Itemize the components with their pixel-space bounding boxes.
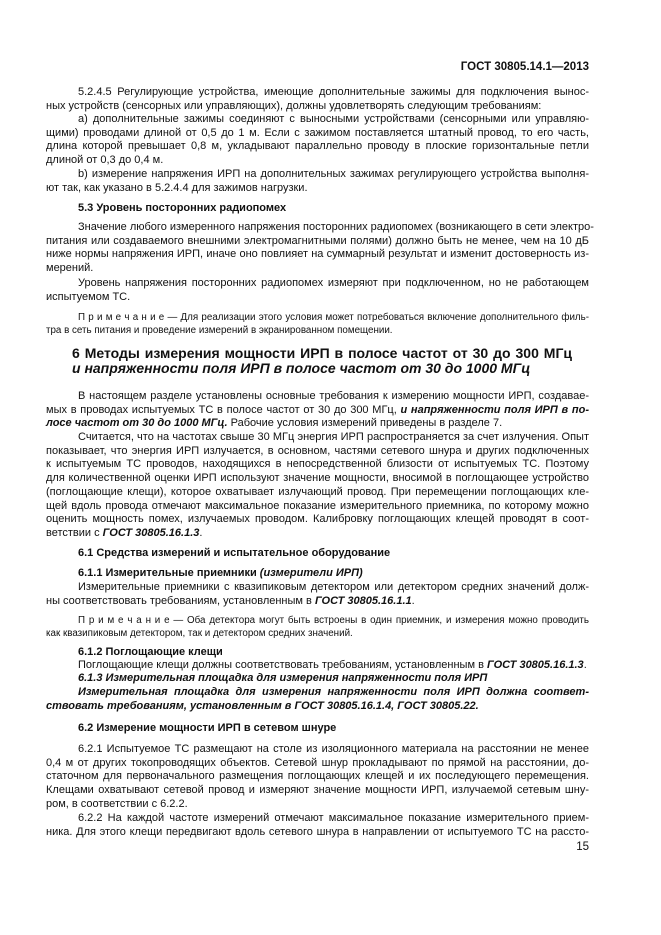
text-line: Уровень напряжения посторонних радиопомех измеряют при подключенном, но не работающем: [78, 277, 589, 289]
section-heading-6-1-2: [46, 646, 589, 660]
text-line: питания или создаваемого внешними электромагнитными полями) должно быть не менее, чем на 10 дБ: [46, 234, 589, 247]
text-line: 6.2 Измерение мощности ИРП в сетевом шнуре: [78, 722, 337, 734]
text-segment: мых в проводах испытуемых ТС в полосе частот от 30 до 300 МГц,: [46, 403, 401, 416]
text-line: Значение любого измеренного напряжения посторонних радиопомех (возникающего в сети электро-: [78, 221, 594, 233]
text-segment: ГОСТ 30805.16.1.3: [102, 526, 200, 539]
text-line: длиной от 0,3 до 0,4 м.: [46, 154, 164, 167]
text-line: тра в сеть питания и проведение измерений в экранированном помещении.: [46, 325, 393, 336]
text-line: Считается, что на частотах свыше 30 МГц энергия ИРП распространяется за счет излучения. Опыт: [78, 431, 589, 443]
section-heading-6-1-1: [46, 567, 589, 581]
text-line: b) измерение напряжения ИРП на дополнительных зажимах регулирующего устройства выполня-: [78, 168, 589, 180]
text-line: [46, 567, 589, 581]
paragraph-6-2-1: [46, 743, 589, 812]
text-segment: .: [411, 594, 415, 607]
section-heading-5-3: [46, 202, 589, 216]
section-heading-6-2: [46, 722, 589, 736]
text-line: к испытуемым ТС проводов, находящихся в непосредственной близости от испытуемых ТС. Поэтому: [46, 458, 589, 471]
text-line: ют так, как указано в 5.2.4.4 для зажимов нагрузки.: [46, 181, 308, 194]
page-number: 15: [576, 841, 589, 853]
text-line: щими) проводами длиной от 0,5 до 1 м. Если с зажимом поставляется штатный провод, то его часть,: [46, 126, 589, 139]
text-line: 6.1 Средства измерений и испытательное оборудование: [78, 547, 391, 559]
text-line: 5.2.4.5 Регулирующие устройства, имеющие дополнительные зажимы для подключения вынос-: [78, 86, 589, 98]
text-line: ниже нормы напряжения ИРП, иначе оно повлияет на суммарный результат и изменит достоверность из-: [46, 248, 589, 261]
section-heading-6-1-3: [46, 672, 589, 686]
text-segment: Поглощающие клещи должны соответствовать требованиям, установленным в: [78, 659, 487, 671]
paragraph: [46, 686, 589, 713]
text-segment: и напряженности поля ИРП в по-: [400, 403, 590, 416]
text-line: оценить мощность помех, излучаемых проводом. Калибровку поглощающих клещей проводят в соот-: [46, 513, 589, 526]
text-line: показывает, что энергия ИРП излучается, в основном, частями сетевого шнура и других подключенных: [46, 444, 589, 457]
paragraph: [46, 581, 589, 608]
text-segment: 6 Методы измерения мощности ИРП в полосе частот от 30 до 300 МГц: [72, 345, 572, 361]
text-segment: и напряженности поля ИРП в полосе частот от 30 до 1000 МГц: [72, 360, 531, 376]
document-header-id: ГОСТ 30805.14.1—2013: [460, 61, 589, 73]
text-line: П р и м е ч а н и е — Оба детектора могут быть встроены в один приемник, и измерения можно проводить: [78, 615, 589, 626]
text-line: длина которой превышает 0,8 м, укладывают параллельно проводу в плоские горизонтальные петли: [46, 140, 589, 153]
list-item-b: [46, 168, 589, 195]
note: [46, 614, 589, 640]
section-heading-6-1: [46, 547, 589, 561]
text-line: (поглощающие клещи), которое охватывает излучающий провод. При перемещении поглощающих кле-: [46, 485, 589, 498]
text-line: для количественной оценки ИРП используют значение мощности, вносимой в поглощающее устройство: [46, 472, 589, 485]
text-segment: 6.1.1 Измерительные приемники: [78, 567, 260, 579]
paragraph: [46, 390, 589, 431]
text-segment: ГОСТ 30805.16.1.1: [314, 594, 412, 607]
text-segment: ветствии с: [46, 526, 103, 539]
text-line: [46, 527, 589, 541]
paragraph: [46, 431, 589, 541]
list-item-a: [46, 113, 589, 168]
text-line: а) дополнительные зажимы соединяют с выносными устройствами (сенсорными или управляю-: [78, 113, 589, 125]
paragraph: [46, 221, 594, 276]
text-segment: .: [583, 659, 587, 671]
text-line: щей вдоль провода отмечают максимальное показание измерительного приемника, по которому можно: [46, 499, 589, 512]
text-line: В настоящем разделе установлены основные требования к измерению мощности ИРП, создавае-: [78, 390, 589, 402]
paragraph-6-2-2: [46, 812, 589, 839]
text-segment: ствовать требованиям, установленным в ГОСТ 30805.16.1.4, ГОСТ 30805.22.: [46, 699, 479, 712]
paragraph: [46, 277, 589, 304]
text-line: 6.1.2 Поглощающие клещи: [78, 646, 223, 658]
text-segment: Измерительная площадка для измерения напряженности поля ИРП должна соответ-: [78, 686, 589, 698]
text-line: мерений.: [46, 262, 94, 275]
text-line: [46, 417, 589, 431]
text-segment: ны соответствовать требованиям, установленным в: [46, 594, 315, 607]
text-line: статочном для первоначального размещения поглощающих клещей и их последующего перемещения.: [46, 770, 589, 783]
text-line: [46, 672, 589, 686]
text-line: [46, 686, 589, 700]
text-line: П р и м е ч а н и е — Для реализации этого условия может потребоваться включение дополнительного филь-: [78, 312, 589, 323]
text-line: [72, 346, 572, 361]
text-segment: (измерители ИРП): [259, 567, 363, 579]
note: [46, 311, 589, 337]
text-line: ных устройств (сенсорных или управляющих), должны удовлетворять следующим требованиям:: [46, 99, 542, 112]
text-line: [72, 361, 572, 376]
text-line: [46, 595, 589, 609]
text-segment: лосе частот от 30 до 1000 МГц.: [46, 417, 228, 430]
text-line: [46, 700, 589, 714]
text-line: 6.2.1 Испытуемое ТС размещают на столе из изоляционного материала на расстоянии не менее: [78, 743, 589, 755]
text-line: [46, 404, 589, 418]
text-segment: ГОСТ 30805.16.1.3: [486, 659, 584, 671]
text-line: Измерительные приемники с квазипиковым детектором или детектором средних значений долж-: [78, 581, 589, 593]
text-segment: 6.1.3 Измерительная площадка для измерения напряженности поля ИРП: [78, 672, 488, 684]
text-line: ром, в соответствии с 6.2.2.: [46, 797, 188, 810]
section-heading-6: [72, 346, 572, 376]
paragraph-5-2-4-5: [46, 86, 589, 113]
text-line: Клещами охватывают сетевой провод и измеряют значение мощности ИРП, излучаемой сетевым шну-: [46, 784, 589, 797]
text-line: 5.3 Уровень посторонних радиопомех: [78, 202, 287, 214]
text-line: как квазипиковым детектором, так и детектором средних значений.: [46, 628, 353, 639]
text-line: [46, 659, 589, 673]
text-line: 0,4 м от других токопроводящих объектов. Сетевой шнур прокладывают по прямой на расстоянии, до-: [46, 756, 589, 769]
text-segment: .: [199, 526, 203, 539]
text-line: ника. Для этого клещи передвигают вдоль сетевого шнура в направлении от испытуемого ТС на рассто-: [46, 825, 589, 838]
text-line: испытуемом ТС.: [46, 290, 131, 303]
paragraph: [46, 659, 589, 673]
text-line: 6.2.2 На каждой частоте измерений отмечают максимальное показание измерительного прием-: [78, 812, 589, 824]
text-segment: Рабочие условия измерений приведены в разделе 7.: [227, 417, 503, 430]
